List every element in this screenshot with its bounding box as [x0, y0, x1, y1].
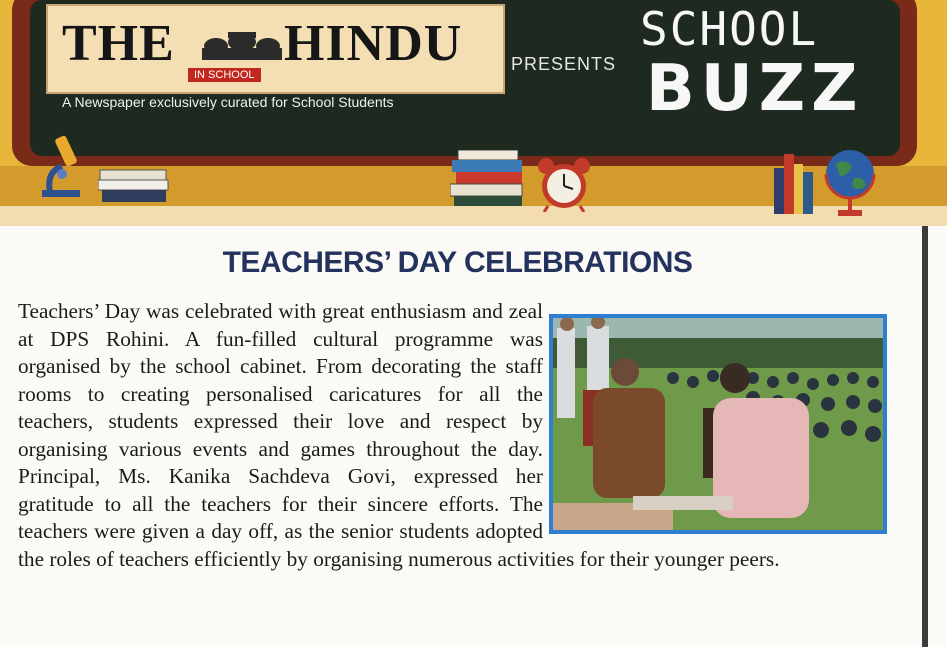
- masthead-banner: [0, 0, 947, 226]
- article-headline: TEACHERS’ DAY CELEBRATIONS: [222, 246, 693, 279]
- microscope-icon: [40, 132, 86, 198]
- presents-label: PRESENTS: [511, 54, 617, 74]
- tagline: A Newspaper exclusively curated for School Students: [62, 94, 394, 110]
- feature-title-buzz: BUZZ: [646, 52, 864, 126]
- books-icon: [98, 168, 170, 204]
- books-icon: [450, 150, 526, 208]
- article-body: Teachers’ Day was celebrated with great enthusiasm and zeal at DPS Rohini. A fun-filled cultural programme was organised by the school cabinet. From decorating the staff rooms to creating personalised caricatures for all the teachers, students expressed their love and respect by organising various events and games throughout the day. Principal, Ms. Kanika Sachdeva Govi, expressed her gratitude to all the teachers for their sincere efforts. The teachers were given a day off, as the senior students adopted the roles of teachers efficiently by organising numerous activities for their younger peers.: [18, 299, 780, 571]
- books-icon: [772, 150, 816, 214]
- logo-subbadge: IN SCHOOL: [188, 68, 261, 82]
- elephant-emblem-icon: [198, 30, 286, 64]
- globe-icon: [818, 146, 878, 218]
- alarm-clock-icon: [534, 156, 594, 212]
- event-photo: [549, 314, 887, 534]
- page-edge: [922, 226, 928, 647]
- logo-the: THE: [62, 15, 175, 72]
- logo-hindu: HINDU: [284, 15, 463, 72]
- event-photo-illustration: [553, 318, 883, 530]
- the-hindu-logo: [46, 4, 505, 94]
- feature-title-school: SCHOOL: [640, 2, 819, 56]
